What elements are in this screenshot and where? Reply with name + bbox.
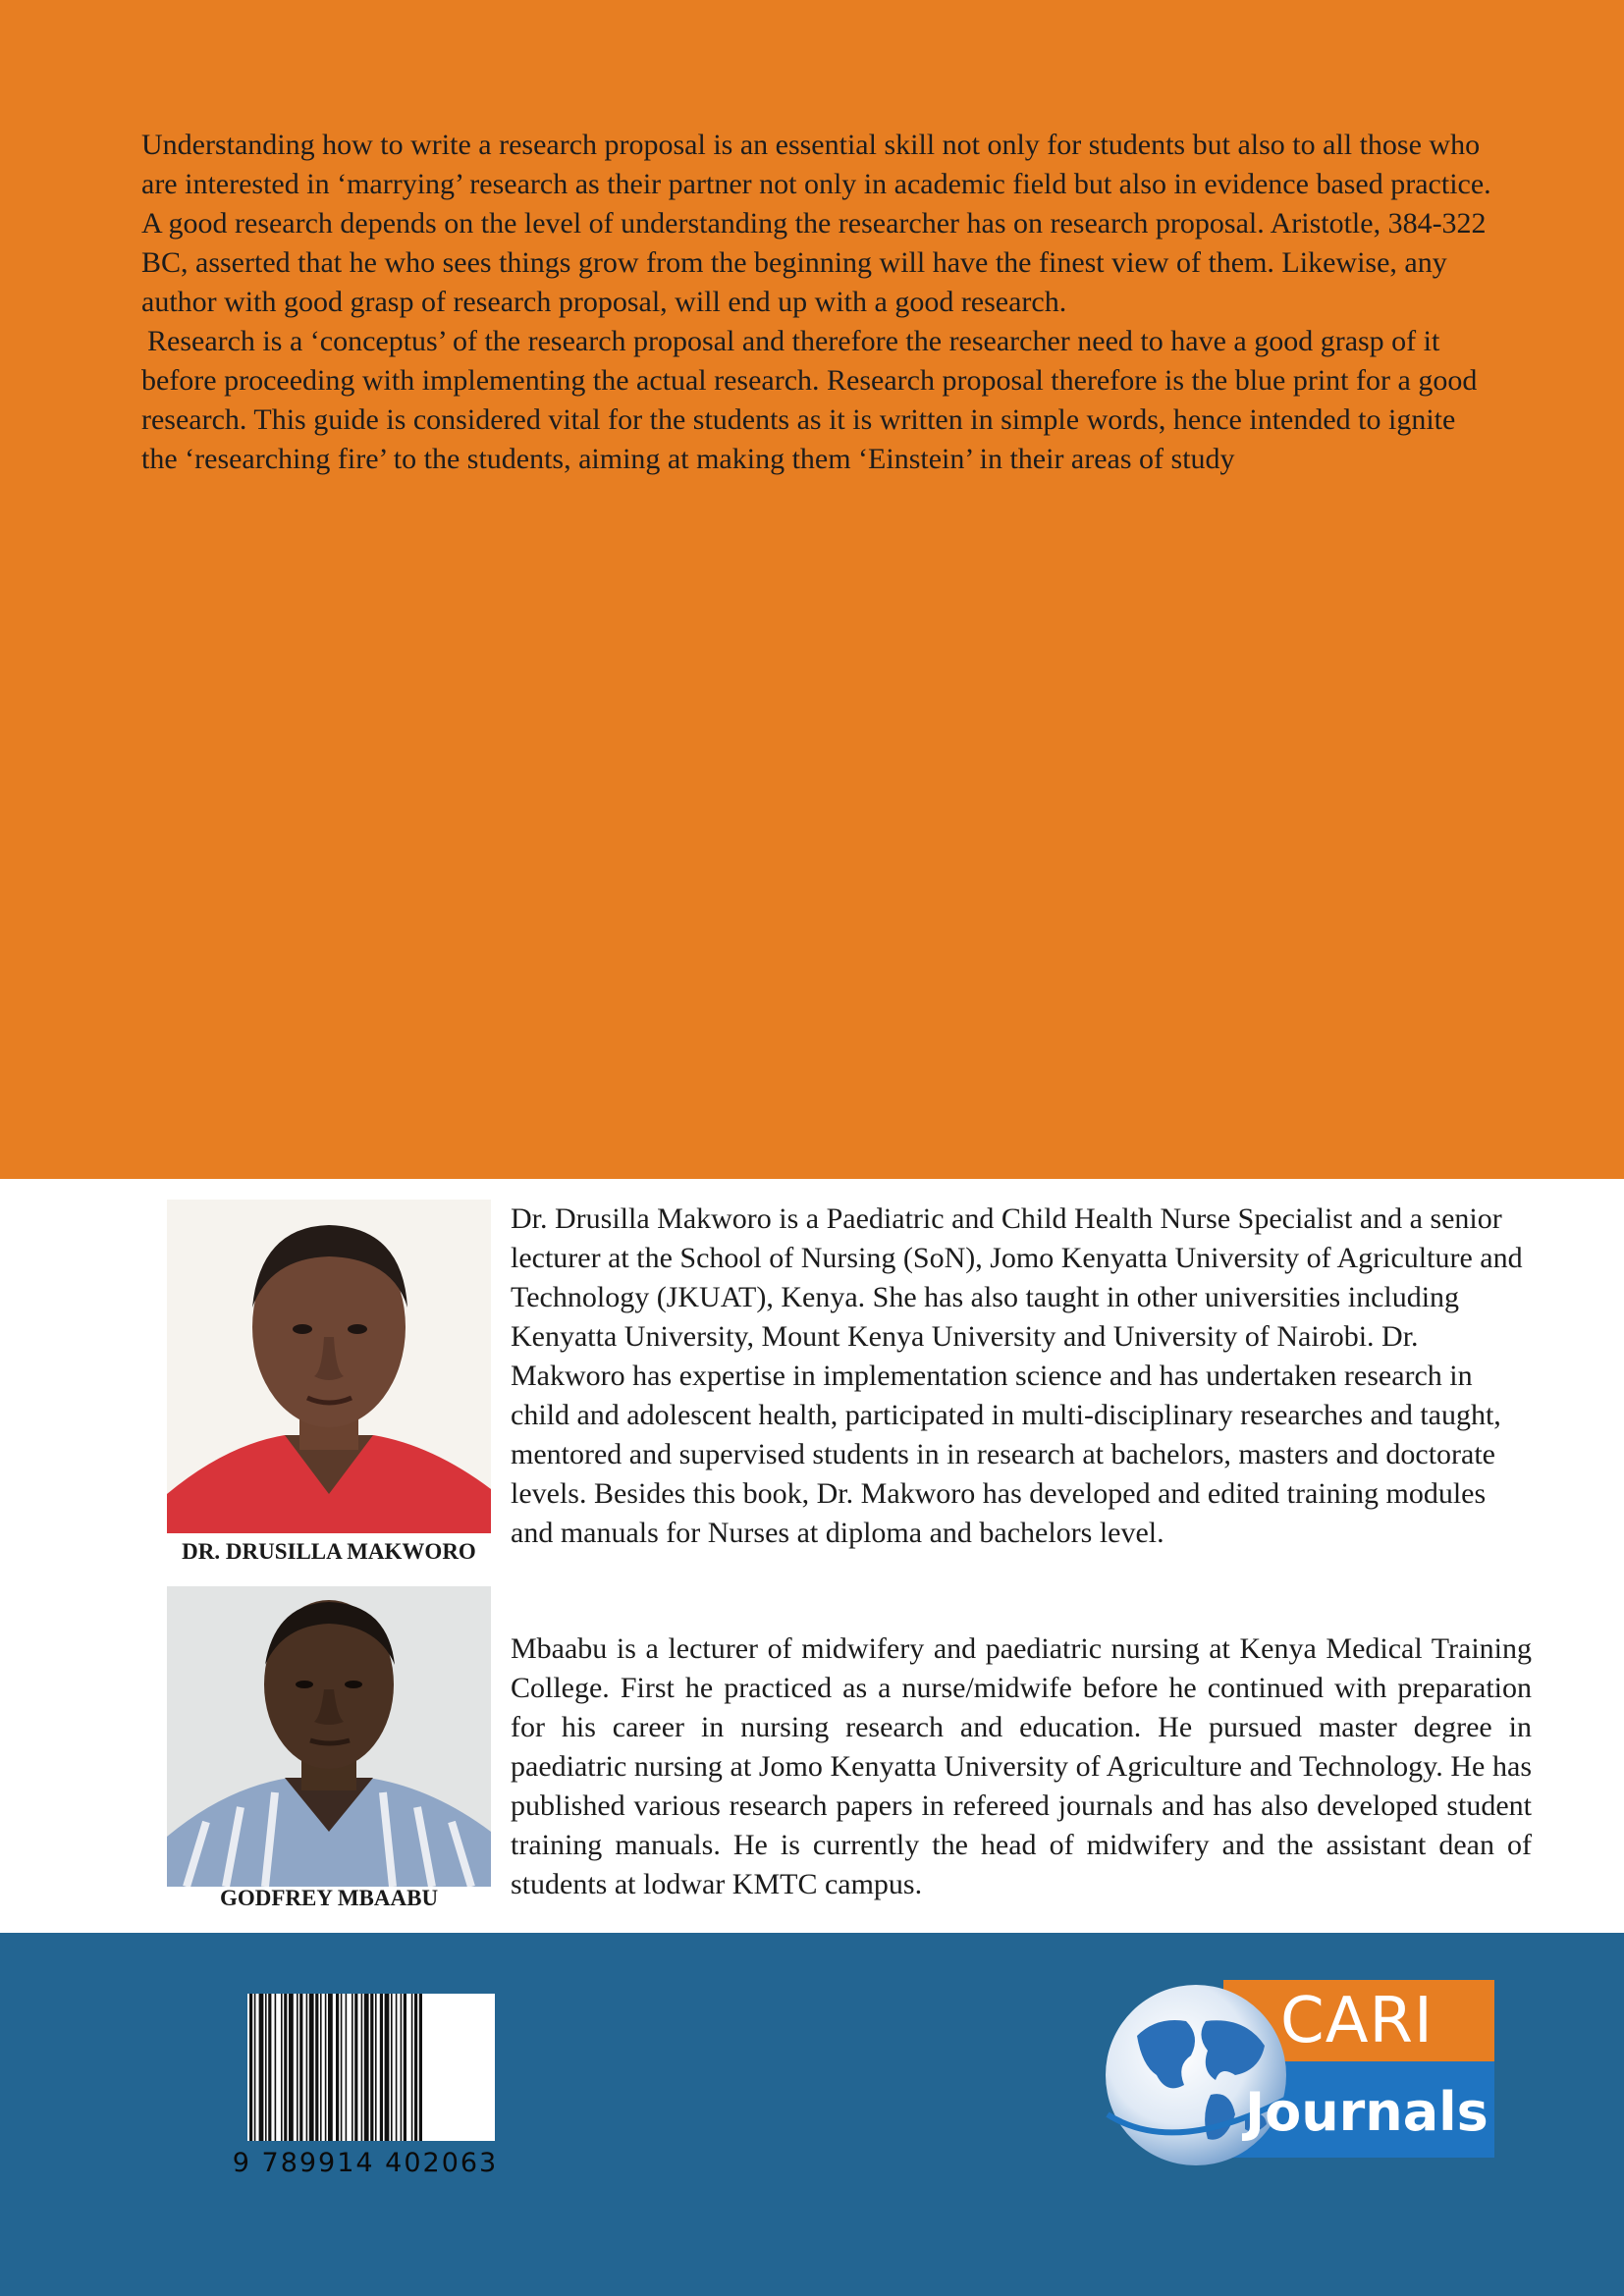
- author-caption-makworo: DR. DRUSILLA MAKWORO: [182, 1539, 476, 1564]
- back-cover-blurb: [141, 126, 1496, 479]
- author-caption-mbaabu: GODFREY MBAABU: [219, 1886, 439, 1910]
- logo-text-journals: Journals: [1245, 2081, 1489, 2143]
- author-photo-makworo: [167, 1200, 491, 1533]
- portrait-woman-icon: [167, 1200, 491, 1533]
- portrait-man-icon: [167, 1586, 491, 1887]
- blurb-paragraph-2: Research is a ‘conceptus’ of the research proposal and therefore the researcher need to have a good grasp of it before proceeding with implementing the actual research. Research proposal therefore is the blue print for a good research. This guide is considered vital for the students as it is written in simple words, hence intended to ignite the ‘researching fire’ to the students, aiming at making them ‘Einstein’ in their areas of study: [141, 325, 1478, 475]
- logo-text-cari: CARI: [1280, 1985, 1434, 2057]
- globe-icon: [1098, 1977, 1294, 2173]
- cari-journals-logo: [1098, 1977, 1510, 2173]
- blurb-paragraph-1: Understanding how to write a research proposal is an essential skill not only for students but also to all those who are interested in ‘marrying’ research as their partner not only in academic field but also in evidence based practice. A good research depends on the level of understanding the researcher has on research proposal. Aristotle, 384-322 BC, asserted that he who sees things grow from the beginning will have the finest view of them. Likewise, any author with good grasp of research proposal, will end up with a good research.: [141, 129, 1491, 318]
- author-photo-mbaabu: [167, 1586, 491, 1887]
- author-bio-mbaabu: Mbaabu is a lecturer of midwifery and paediatric nursing at Kenya Medical Training College. First he practiced as a nurse/midwife before he continued with preparation for his career in nursing research and education. He pursued master degree in paediatric nursing at Jomo Kenyatta University of Agriculture and Technology. He has published various research papers in refereed journals and has also developed student training manuals. He is currently the head of midwifery and the assistant dean of students at lodwar KMTC campus.: [511, 1632, 1532, 1900]
- isbn-number: 9 789914 402063: [232, 2148, 499, 2178]
- barcode-icon: [247, 1994, 495, 2141]
- author-bio-makworo: Dr. Drusilla Makworo is a Paediatric and Child Health Nurse Specialist and a senior lecturer at the School of Nursing (SoN), Jomo Kenyatta University of Agriculture and Technology (JKUAT), Kenya. She has also taught in other universities including Kenyatta University, Mount Kenya University and University of Nairobi. Dr. Makworo has expertise in implementation science and has undertaken research in child and adolescent health, participated in multi-disciplinary researches and taught, mentored and supervised students in in research at bachelors, masters and doctorate levels. Besides this book, Dr. Makworo has developed and edited training modules and manuals for Nurses at diploma and bachelors level.: [511, 1202, 1523, 1549]
